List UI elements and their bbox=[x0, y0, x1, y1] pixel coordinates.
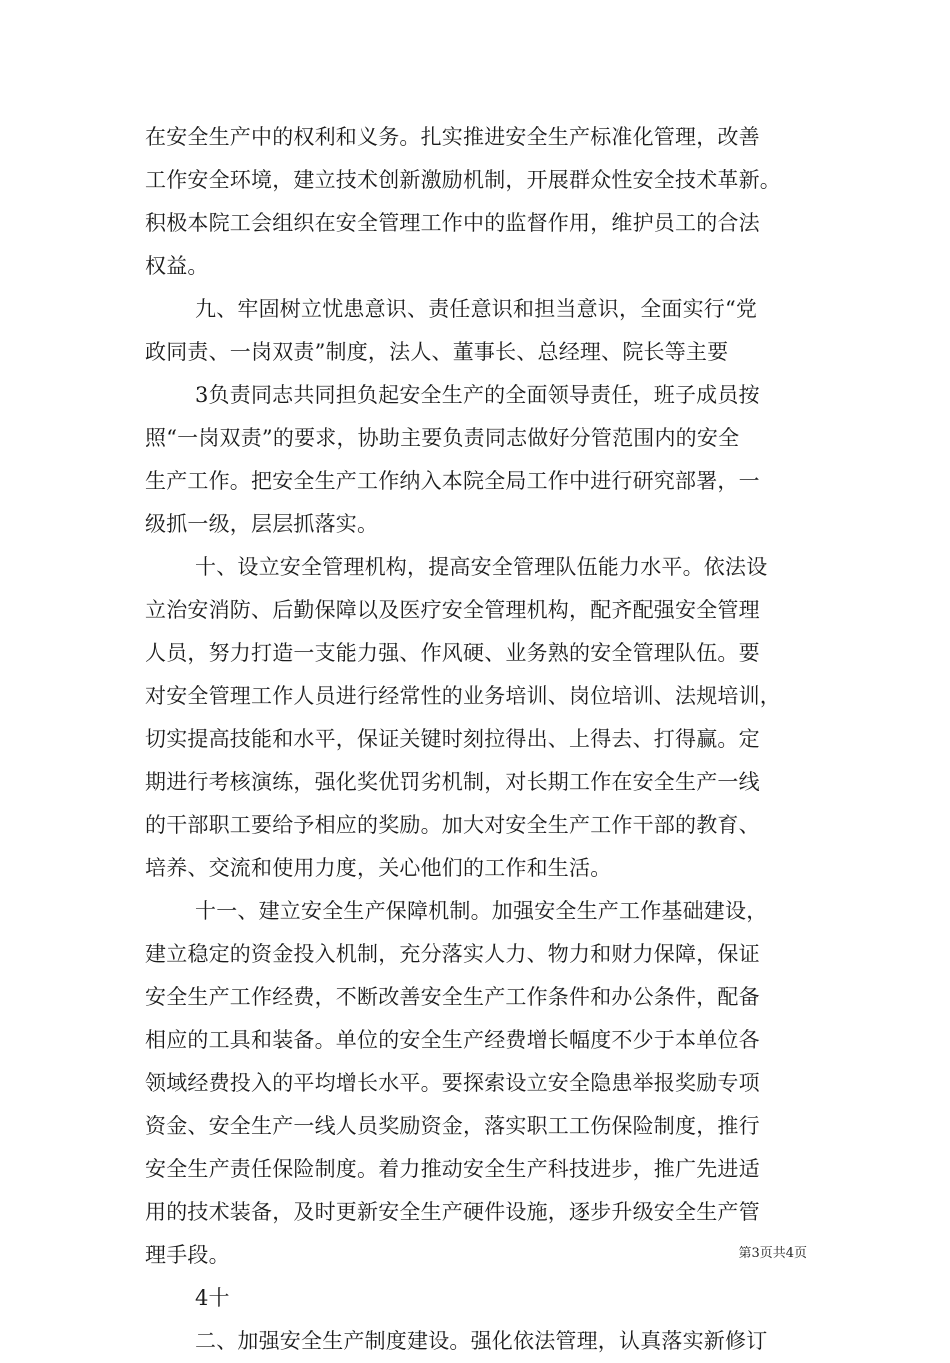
page-number-footer: 第3页共4页 bbox=[738, 1246, 807, 1261]
text-line: 权益。 bbox=[145, 254, 209, 278]
text-line: 积极本院工会组织在安全管理工作中的监督作用，维护员工的合法 bbox=[145, 211, 760, 235]
text-line: 相应的工具和装备。单位的安全生产经费增长幅度不少于本单位各 bbox=[145, 1028, 760, 1052]
text-line: 政同责、一岗双责”制度，法人、董事长、总经理、院长等主要 bbox=[145, 340, 729, 364]
text-line: 4十 bbox=[195, 1286, 230, 1310]
text-line: 人员，努力打造一支能力强、作风硬、业务熟的安全管理队伍。要 bbox=[145, 641, 760, 665]
text-line: 期进行考核演练，强化奖优罚劣机制，对长期工作在安全生产一线 bbox=[145, 770, 760, 794]
text-line: 二、加强安全生产制度建设。强化依法管理，认真落实新修订 bbox=[195, 1329, 768, 1353]
text-line: 安全生产工作经费，不断改善安全生产工作条件和办公条件，配备 bbox=[145, 985, 760, 1009]
text-line: 九、牢固树立忧患意识、责任意识和担当意识，全面实行“党 bbox=[195, 297, 758, 321]
text-line: 安全生产责任保险制度。着力推动安全生产科技进步，推广先进适 bbox=[145, 1157, 760, 1181]
text-line: 理手段。 bbox=[145, 1243, 230, 1267]
text-line: 对安全管理工作人员进行经常性的业务培训、岗位培训、法规培训， bbox=[145, 684, 781, 708]
text-line: 十、设立安全管理机构，提高安全管理队伍能力水平。依法设 bbox=[195, 555, 768, 579]
text-line: 培养、交流和使用力度，关心他们的工作和生活。 bbox=[145, 856, 612, 880]
text-line: 资金、安全生产一线人员奖励资金，落实职工工伤保险制度，推行 bbox=[145, 1114, 760, 1138]
text-line: 在安全生产中的权利和义务。扎实推进安全生产标准化管理，改善 bbox=[145, 125, 760, 149]
text-line: 3负责同志共同担负起安全生产的全面领导责任，班子成员按 bbox=[195, 383, 760, 407]
text-line: 照“一岗双责”的要求，协助主要负责同志做好分管范围内的安全 bbox=[145, 426, 740, 450]
text-line: 的干部职工要给予相应的奖励。加大对安全生产工作干部的教育、 bbox=[145, 813, 760, 837]
text-line: 级抓一级，层层抓落实。 bbox=[145, 512, 379, 536]
text-line: 十一、建立安全生产保障机制。加强安全生产工作基础建设， bbox=[195, 899, 768, 923]
text-line: 立治安消防、后勤保障以及医疗安全管理机构，配齐配强安全管理 bbox=[145, 598, 760, 622]
body-text bbox=[145, 116, 805, 1363]
text-line: 工作安全环境，建立技术创新激励机制，开展群众性安全技术革新。 bbox=[145, 168, 781, 192]
text-line: 建立稳定的资金投入机制，充分落实人力、物力和财力保障，保证 bbox=[145, 942, 760, 966]
text-line: 用的技术装备，及时更新安全生产硬件设施，逐步升级安全生产管 bbox=[145, 1200, 760, 1224]
text-line: 切实提高技能和水平，保证关键时刻拉得出、上得去、打得赢。定 bbox=[145, 727, 760, 751]
text-line: 领域经费投入的平均增长水平。要探索设立安全隐患举报奖励专项 bbox=[145, 1071, 760, 1095]
text-line: 生产工作。把安全生产工作纳入本院全局工作中进行研究部署，一 bbox=[145, 469, 760, 493]
